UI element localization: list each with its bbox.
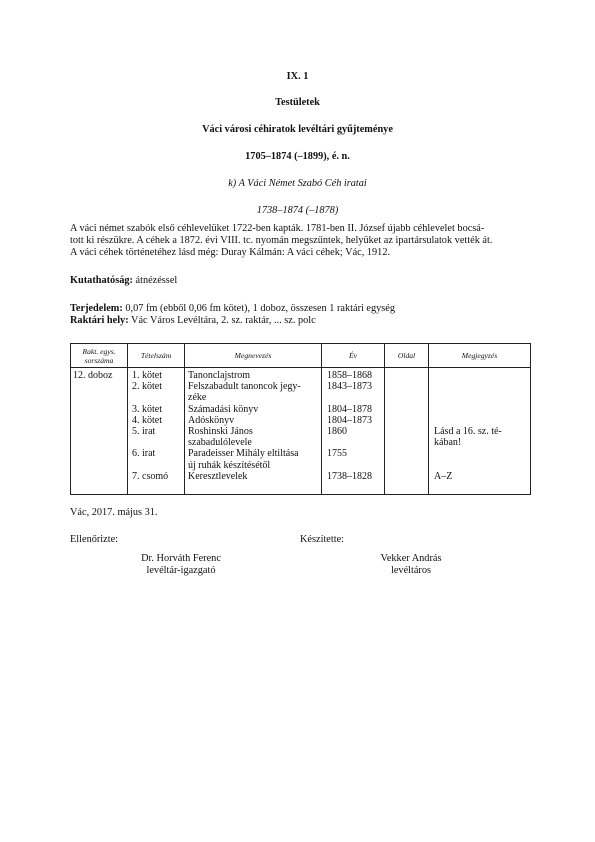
section-number: IX. 1 — [286, 71, 309, 82]
col-header-notes: Megjegyzés — [429, 344, 531, 368]
table-header-row — [71, 344, 531, 368]
extent-label: Terjedelem: — [70, 303, 123, 314]
year-cell: 1858–1868 1843–1873 1804–1878 1804–1873 1860 1755 1738–1828 — [322, 368, 385, 495]
fonds-subtitle: k) A Váci Német Szabó Céh iratai — [228, 178, 367, 189]
intro-line: A váci német szabók első céhlevelüket 1722-ben kapták. 1781-ben II. József újabb céhlevelet bocsá- — [70, 223, 485, 234]
col-header-year: Év — [322, 344, 385, 368]
intro-line: A váci céhek történetéhez lásd még: Duray Kálmán: A váci céhek; Vác, 1912. — [70, 247, 391, 258]
intro-paragraph — [70, 223, 530, 259]
unit-number: 12. doboz — [73, 370, 113, 381]
intro-line: tott ki részükre. A céhek a 1872. évi VIII. tc. nyomán megszűntek, helyüket az ipartársulatok vették át. — [70, 235, 493, 246]
prepared-by-label: Készítette: — [300, 534, 345, 545]
notes-cell: Lásd a 16. sz. té- kában! A–Z — [429, 368, 531, 495]
signature-preparer — [326, 553, 496, 577]
unit-cell — [71, 368, 128, 495]
research-line — [70, 275, 530, 287]
signer-title: levéltáros — [390, 565, 432, 576]
pages-cell — [385, 368, 429, 495]
signer-title: levéltár-igazgató — [146, 565, 216, 576]
fonds-dates: 1738–1874 (–1878) — [256, 205, 339, 216]
signer-name: Vekker András — [380, 553, 442, 564]
col-header-unit: Rakt. egys. sorszáma — [71, 344, 128, 368]
collection-title: Váci városi céhiratok levéltári gyűjteménye — [202, 124, 393, 135]
storage-value: Vác Város Levéltára, 2. sz. raktár, ... sz. polc — [128, 315, 316, 326]
extent-block — [70, 303, 530, 327]
research-label: Kutathatóság: — [70, 275, 133, 286]
group-title: Testületek — [275, 97, 320, 108]
collection-dates: 1705–1874 (–1899), é. n. — [245, 151, 350, 162]
col-header-pages: Oldal — [385, 344, 429, 368]
signature-checker — [96, 553, 266, 577]
extent-value: 0,07 fm (ebből 0,06 fm kötet), 1 doboz, összesen 1 raktári egység — [122, 303, 396, 314]
place-date: Vác, 2017. május 31. — [70, 507, 158, 518]
storage-label: Raktári hely: — [70, 315, 129, 326]
inventory-table — [70, 343, 531, 495]
checked-by-label: Ellenőrizte: — [70, 534, 119, 545]
item-number-cell: 1. kötet 2. kötet 3. kötet 4. kötet 5. irat 6. irat 7. csomó — [128, 368, 185, 495]
signer-name: Dr. Horváth Ferenc — [141, 553, 221, 564]
table-row — [71, 368, 531, 495]
col-header-item: Tételszám — [128, 344, 185, 368]
research-value: átnézéssel — [132, 275, 178, 286]
col-header-name: Megnevezés — [185, 344, 322, 368]
item-name-cell: Tanonclajstrom Felszabadult tanoncok jegy- zéke Számadási könyv Adóskönyv Roshinski János szabadulólevele Paradeisser Mihály eltiltása új ruhák készítésétől Keresztlevelek — [185, 368, 322, 495]
